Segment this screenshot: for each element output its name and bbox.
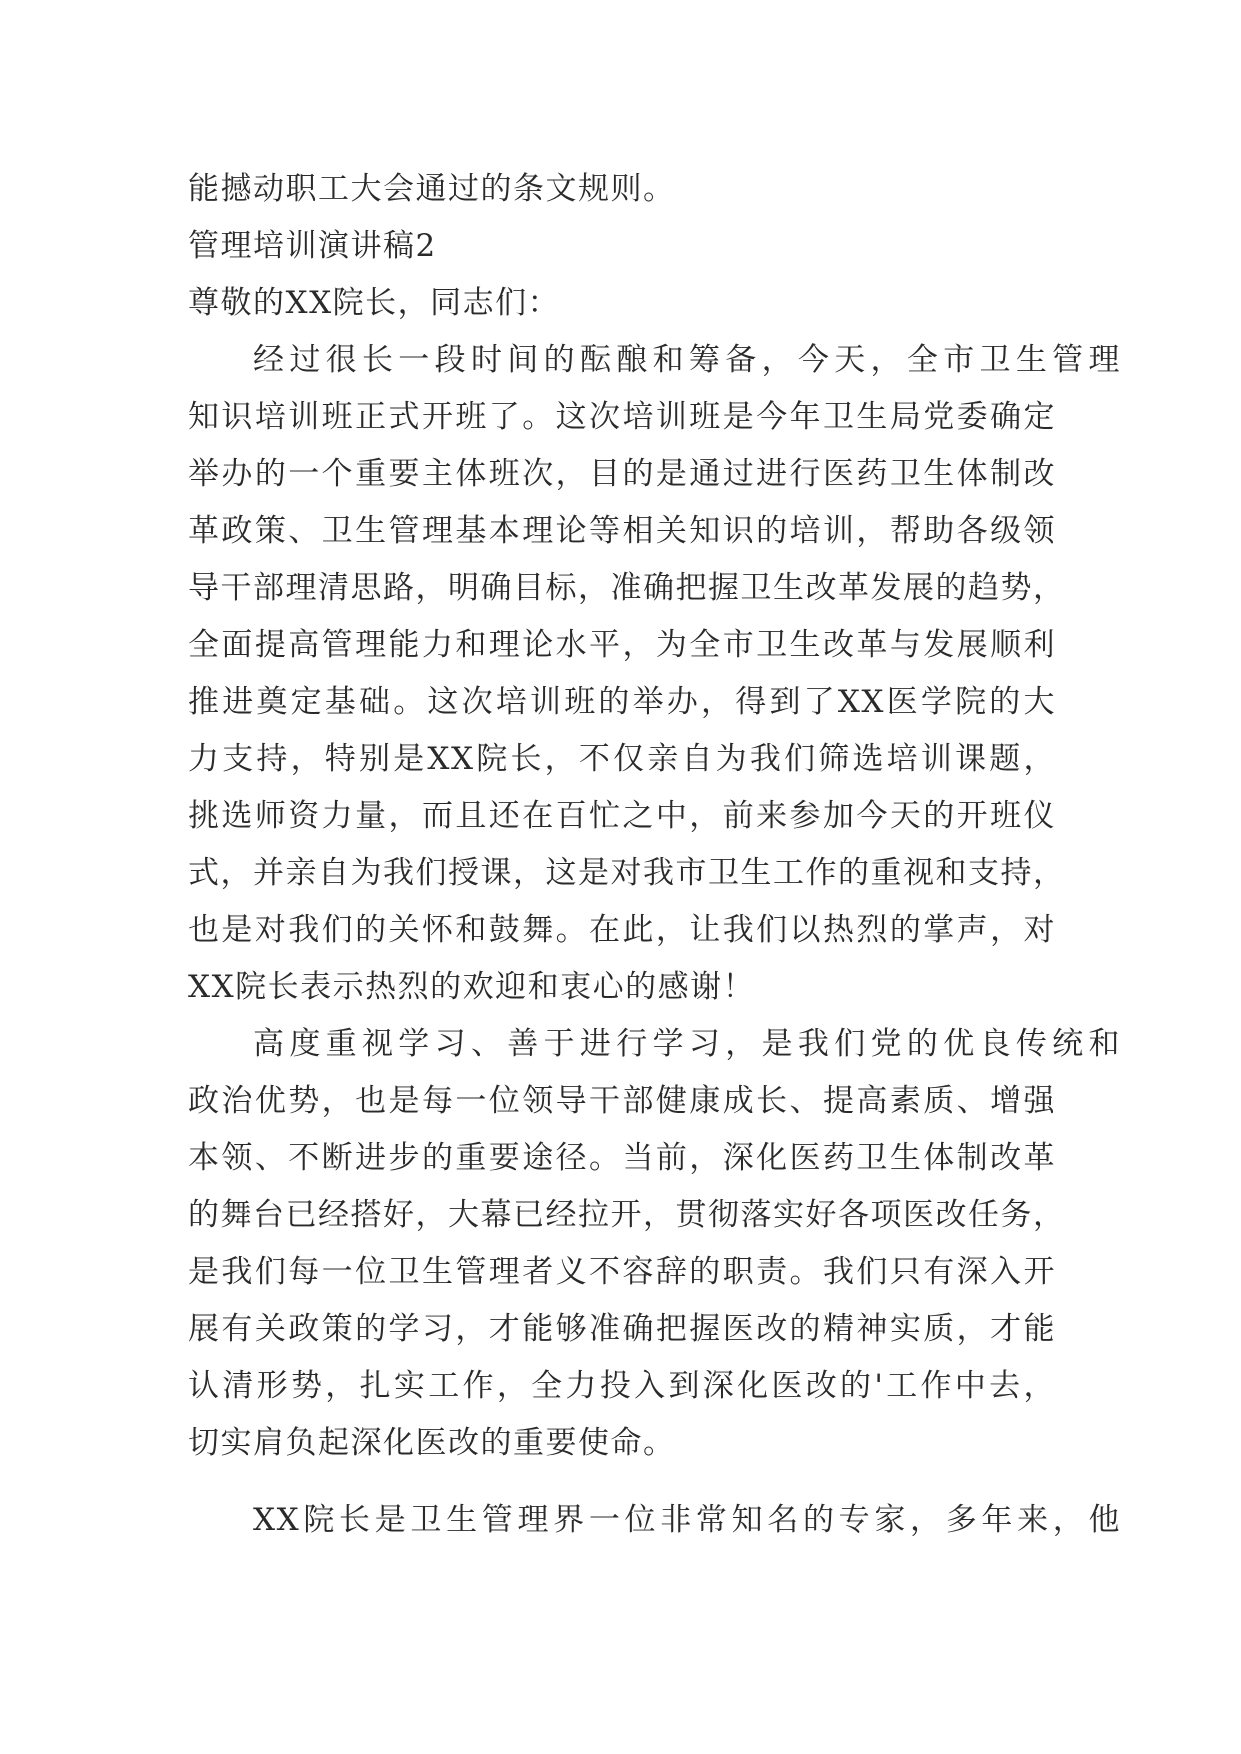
paragraph-line: 切实肩负起深化医改的重要使命。 xyxy=(188,1425,676,1461)
paragraph-2 xyxy=(188,1016,1121,1472)
document-body xyxy=(188,161,1121,1549)
paragraph-line: 的舞台已经搭好，大幕已经拉开，贯彻落实好各项医改任务， xyxy=(188,1197,1066,1233)
document-title: 管理培训演讲稿2 xyxy=(188,228,437,264)
paragraph-line: XX院长表示热烈的欢迎和衷心的感谢！ xyxy=(188,969,756,1005)
paragraph-3 xyxy=(188,1492,1121,1549)
paragraph-line: XX院长是卫生管理界一位非常知名的专家，多年来，他 xyxy=(253,1502,1121,1538)
paragraph-line: 政治优势，也是每一位领导干部健康成长、提高素质、增强 xyxy=(188,1083,1056,1119)
paragraph-line: 导干部理清思路，明确目标，准确把握卫生改革发展的趋势， xyxy=(188,570,1066,606)
paragraph-line: 是我们每一位卫生管理者义不容辞的职责。我们只有深入开 xyxy=(188,1254,1056,1290)
paragraph-1 xyxy=(188,332,1121,1016)
paragraph-line: 展有关政策的学习，才能够准确把握医改的精神实质，才能 xyxy=(188,1311,1056,1347)
paragraph-line: 推进奠定基础。这次培训班的举办，得到了XX医学院的大 xyxy=(188,684,1056,720)
paragraph-line: 经过很长一段时间的酝酿和筹备，今天，全市卫生管理 xyxy=(253,342,1121,378)
paragraph-line: 式，并亲自为我们授课，这是对我市卫生工作的重视和支持， xyxy=(188,855,1066,891)
paragraph-line: 挑选师资力量，而且还在百忙之中，前来参加今天的开班仪 xyxy=(188,798,1056,834)
paragraph-line: 力支持，特别是XX院长，不仅亲自为我们筛选培训课题， xyxy=(188,741,1056,777)
paragraph-line: 举办的一个重要主体班次，目的是通过进行医药卫生体制改 xyxy=(188,456,1056,492)
paragraph-line: 革政策、卫生管理基本理论等相关知识的培训，帮助各级领 xyxy=(188,513,1056,549)
paragraph-line: 认清形势，扎实工作，全力投入到深化医改的'工作中去， xyxy=(188,1368,1056,1404)
continuation-line: 能撼动职工大会通过的条文规则。 xyxy=(188,171,676,207)
paragraph-line: 也是对我们的关怀和鼓舞。在此，让我们以热烈的掌声，对 xyxy=(188,912,1056,948)
paragraph-line: 高度重视学习、善于进行学习，是我们党的优良传统和 xyxy=(253,1026,1121,1062)
paragraph-line: 全面提高管理能力和理论水平，为全市卫生改革与发展顺利 xyxy=(188,627,1056,663)
paragraph-line: 知识培训班正式开班了。这次培训班是今年卫生局党委确定 xyxy=(188,399,1056,435)
paragraph-spacing xyxy=(188,1472,1056,1492)
salutation: 尊敬的XX院长，同志们： xyxy=(188,285,561,321)
paragraph-line: 本领、不断进步的重要途径。当前，深化医药卫生体制改革 xyxy=(188,1140,1056,1176)
